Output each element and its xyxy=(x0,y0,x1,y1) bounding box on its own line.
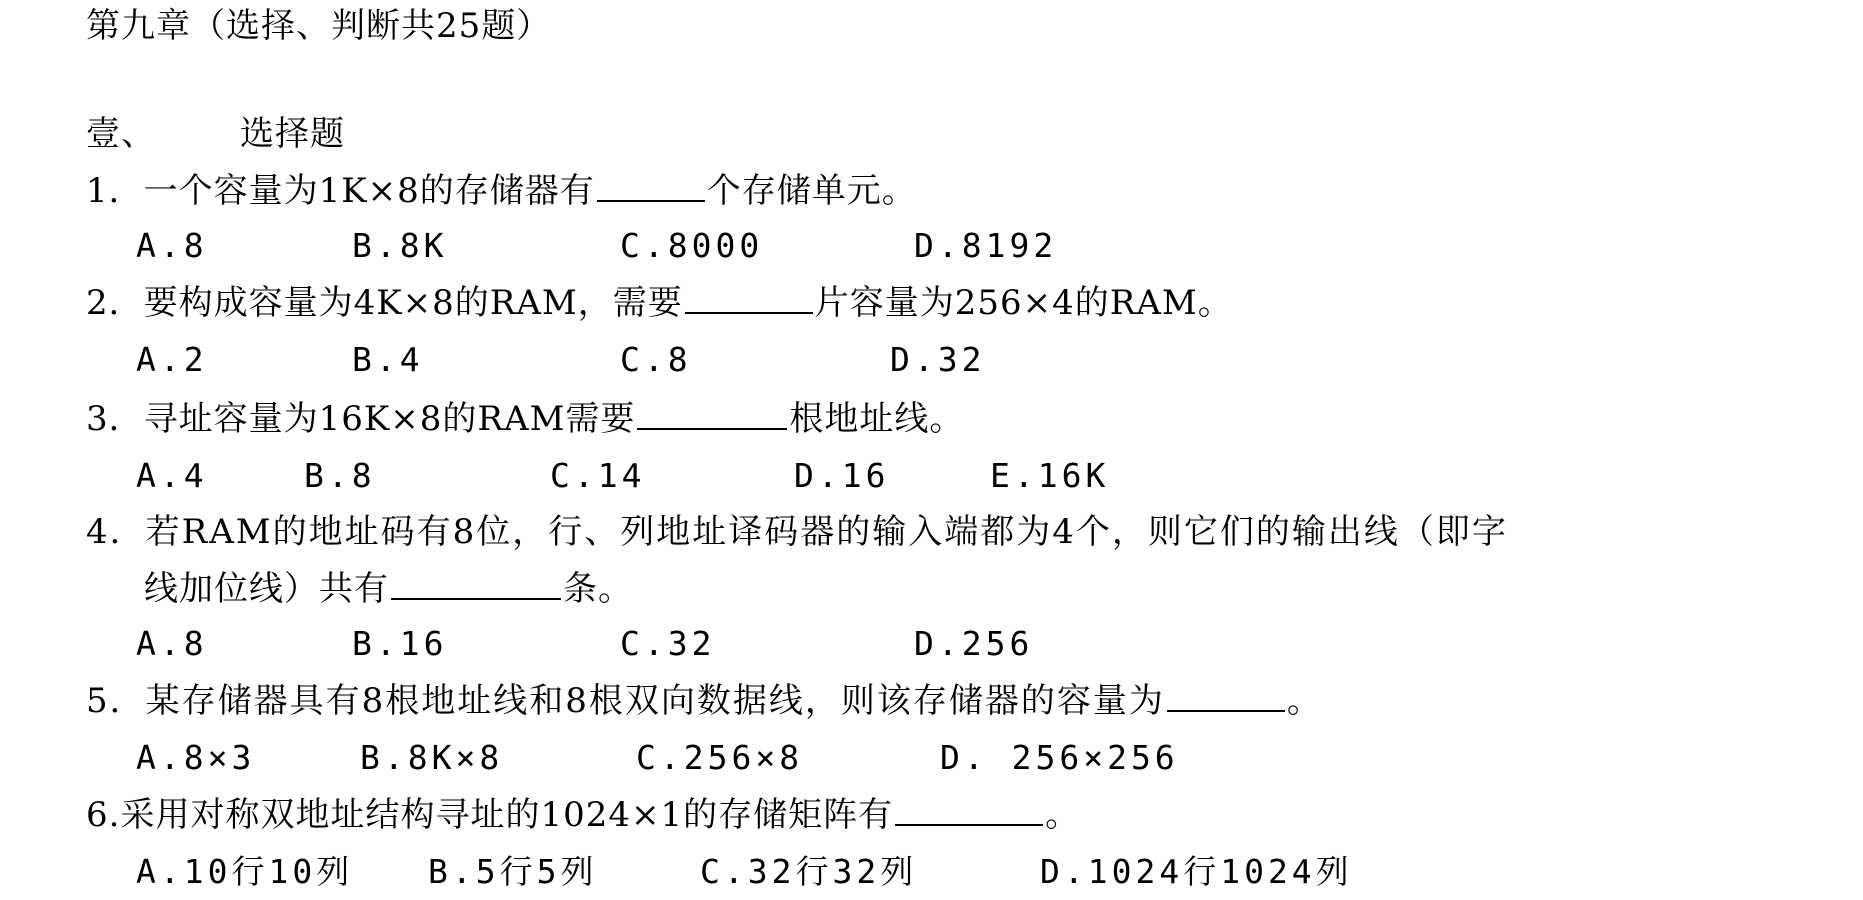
question-4-text-line2: 线加位线）共有 xyxy=(144,569,389,609)
question-5 xyxy=(86,680,1323,721)
question-5-suffix: 。 xyxy=(1286,681,1323,721)
question-2-text: 2．要构成容量为4K×8的RAM，需要 xyxy=(86,283,683,323)
option-b: B.4 xyxy=(352,340,424,379)
option-c: C.8000 xyxy=(620,226,764,265)
option-d: D.32 xyxy=(890,340,986,379)
option-d: D.1024行1024列 xyxy=(1040,852,1353,891)
question-2-suffix: 片容量为256×4的RAM。 xyxy=(814,283,1233,323)
option-d: D. 256×256 xyxy=(940,738,1179,777)
answer-blank xyxy=(637,398,787,430)
option-c: C.256×8 xyxy=(636,738,804,777)
option-c: C.8 xyxy=(620,340,692,379)
question-2 xyxy=(86,282,1233,323)
option-c: C.32行32列 xyxy=(700,852,918,891)
option-d: D.256 xyxy=(914,624,1034,663)
question-5-text: 5．某存储器具有8根地址线和8根双向数据线，则该存储器的容量为 xyxy=(86,681,1165,721)
question-1-suffix: 个存储单元。 xyxy=(706,171,917,211)
option-a: A.8×3 xyxy=(136,738,256,777)
question-6-text: 6.采用对称双地址结构寻址的1024×1的存储矩阵有 xyxy=(86,795,894,835)
section-title: 选择题 xyxy=(240,114,345,154)
answer-blank xyxy=(391,568,561,600)
section-number: 壹、 xyxy=(86,114,156,154)
question-1 xyxy=(86,170,917,211)
question-1-text: 1．一个容量为1K×8的存储器有 xyxy=(86,171,595,211)
question-4-suffix: 条。 xyxy=(563,569,633,609)
question-3 xyxy=(86,398,964,439)
option-d: D.16 xyxy=(794,456,890,495)
option-b: B.8K×8 xyxy=(360,738,504,777)
answer-blank xyxy=(1167,680,1285,712)
answer-blank xyxy=(895,794,1043,826)
question-6 xyxy=(86,794,1080,835)
option-c: C.32 xyxy=(620,624,716,663)
chapter-title: 第九章（选择、判断共25题） xyxy=(86,6,552,46)
option-c: C.14 xyxy=(550,456,646,495)
option-a: A.8 xyxy=(136,226,208,265)
question-4-text: 4．若RAM的地址码有8位，行、列地址译码器的输入端都为4个，则它们的输出线（即字 xyxy=(86,512,1508,552)
option-d: D.8192 xyxy=(914,226,1058,265)
option-e: E.16K xyxy=(990,456,1110,495)
option-b: B.5行5列 xyxy=(428,852,598,891)
section-heading xyxy=(86,114,345,154)
option-a: A.2 xyxy=(136,340,208,379)
question-6-suffix: 。 xyxy=(1045,795,1081,835)
question-3-text: 3．寻址容量为16K×8的RAM需要 xyxy=(86,399,636,439)
answer-blank xyxy=(685,282,813,314)
option-b: B.8 xyxy=(304,456,376,495)
question-3-suffix: 根地址线。 xyxy=(789,399,965,439)
option-a: A.8 xyxy=(136,624,208,663)
question-4 xyxy=(86,512,1508,552)
answer-blank xyxy=(597,170,705,202)
option-a: A.4 xyxy=(136,456,208,495)
option-a: A.10行10列 xyxy=(136,852,354,891)
question-4-continuation xyxy=(86,568,633,609)
option-b: B.8K xyxy=(352,226,448,265)
option-b: B.16 xyxy=(352,624,448,663)
